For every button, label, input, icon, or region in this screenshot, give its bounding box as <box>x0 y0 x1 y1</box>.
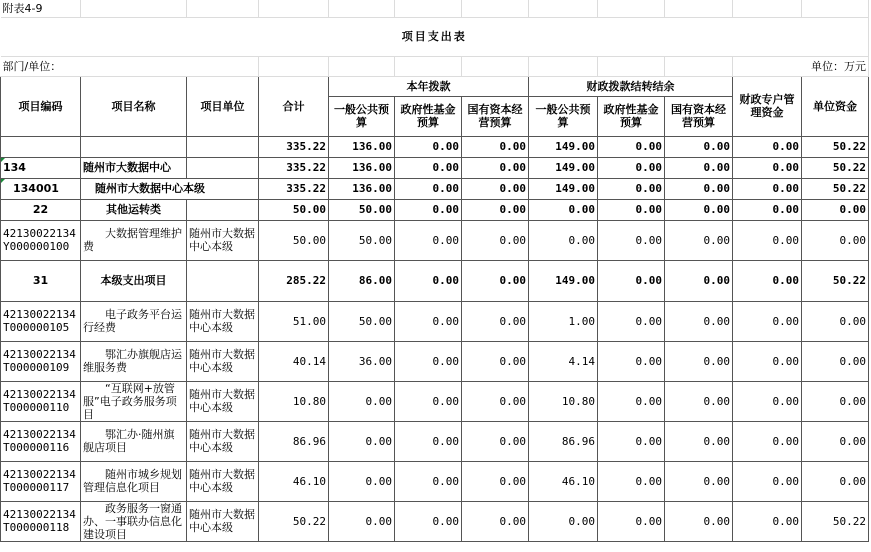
cell-name: 大数据管理维护费 <box>81 220 187 260</box>
col-header-carry-state-capital: 国有资本经营预算 <box>665 96 733 136</box>
cell-value: 0.00 <box>329 421 395 461</box>
cell-code: 42130022134T000000117 <box>1 461 81 501</box>
cell-name: “互联网+放管服”电子政务服务项目 <box>81 381 187 421</box>
cell-value: 0.00 <box>462 341 529 381</box>
cell-value: 0.00 <box>665 178 733 199</box>
col-header-unit: 项目单位 <box>187 76 259 136</box>
cell-value: 0.00 <box>598 157 665 178</box>
cell-unit: 随州市大数据中心本级 <box>187 461 259 501</box>
cell-value: 0.00 <box>529 501 598 541</box>
cell-value: 0.00 <box>665 220 733 260</box>
cell-value: 0.00 <box>598 501 665 541</box>
table-row <box>1 381 869 421</box>
cell-name: 鄂汇办·随州旗舰店项目 <box>81 421 187 461</box>
cell-value: 0.00 <box>802 461 869 501</box>
col-header-total: 合计 <box>259 76 329 136</box>
table-row <box>1 501 869 541</box>
table-row <box>1 341 869 381</box>
cell-value: 0.00 <box>529 220 598 260</box>
col-header-carry-gov-fund: 政府性基金预算 <box>598 96 665 136</box>
col-group-current: 本年拨款 <box>329 76 529 96</box>
cell-value: 10.80 <box>529 381 598 421</box>
cell-value: 86.00 <box>329 260 395 301</box>
cell-value: 0.00 <box>733 341 802 381</box>
cell-value: 0.00 <box>733 157 802 178</box>
col-header-carry-general: 一般公共预算 <box>529 96 598 136</box>
cell-value: 51.00 <box>259 301 329 341</box>
cell-code <box>1 136 81 157</box>
cell-value: 0.00 <box>462 199 529 220</box>
cell-value: 0.00 <box>395 136 462 157</box>
cell-value: 0.00 <box>665 157 733 178</box>
cell-value: 0.00 <box>733 199 802 220</box>
cell-value: 46.10 <box>259 461 329 501</box>
cell-value: 50.00 <box>259 220 329 260</box>
cell-unit: 随州市大数据中心本级 <box>187 341 259 381</box>
cell-value: 136.00 <box>329 157 395 178</box>
cell-unit: 随州市大数据中心本级 <box>187 501 259 541</box>
cell-value: 0.00 <box>802 220 869 260</box>
unit-label: 单位：万元 <box>733 56 869 76</box>
cell-value: 0.00 <box>733 461 802 501</box>
cell-value: 285.22 <box>259 260 329 301</box>
table-row <box>1 220 869 260</box>
col-header-unit-fund: 单位资金 <box>802 76 869 136</box>
cell-value: 335.22 <box>259 136 329 157</box>
cell-value: 335.22 <box>259 178 329 199</box>
cell-value: 0.00 <box>802 341 869 381</box>
cell-value: 0.00 <box>598 461 665 501</box>
cell-value: 0.00 <box>598 220 665 260</box>
cell-value: 136.00 <box>329 136 395 157</box>
cell-code: 134001 <box>1 178 81 199</box>
cell-value: 0.00 <box>462 178 529 199</box>
cell-unit <box>187 260 259 301</box>
cell-value: 36.00 <box>329 341 395 381</box>
cell-code: 31 <box>1 260 81 301</box>
table-row <box>1 157 869 178</box>
cell-value: 0.00 <box>598 341 665 381</box>
cell-value: 0.00 <box>802 381 869 421</box>
table-row <box>1 199 869 220</box>
cell-value: 50.00 <box>259 199 329 220</box>
col-header-special-fund: 财政专户管理资金 <box>733 76 802 136</box>
cell-value: 0.00 <box>733 136 802 157</box>
cell-code: 42130022134T000000118 <box>1 501 81 541</box>
col-header-cur-state-capital: 国有资本经营预算 <box>462 96 529 136</box>
cell-value: 10.80 <box>259 381 329 421</box>
cell-value: 0.00 <box>598 421 665 461</box>
col-group-carry: 财政拨款结转结余 <box>529 76 733 96</box>
cell-value: 0.00 <box>598 301 665 341</box>
cell-value: 0.00 <box>395 341 462 381</box>
cell-value: 0.00 <box>598 381 665 421</box>
appendix-label: 附表4-9 <box>1 0 81 17</box>
cell-value: 0.00 <box>395 157 462 178</box>
cell-value: 0.00 <box>733 220 802 260</box>
cell-value: 50.00 <box>329 199 395 220</box>
cell-value: 0.00 <box>462 260 529 301</box>
cell-value: 136.00 <box>329 178 395 199</box>
cell-value: 0.00 <box>395 421 462 461</box>
cell-value: 0.00 <box>395 461 462 501</box>
cell-value: 149.00 <box>529 157 598 178</box>
cell-value: 50.22 <box>259 501 329 541</box>
col-header-code: 项目编码 <box>1 76 81 136</box>
cell-value: 50.22 <box>802 260 869 301</box>
cell-code: 42130022134Y000000100 <box>1 220 81 260</box>
cell-value: 0.00 <box>329 501 395 541</box>
cell-value: 0.00 <box>462 501 529 541</box>
cell-name: 电子政务平台运行经费 <box>81 301 187 341</box>
cell-value: 0.00 <box>462 381 529 421</box>
cell-value: 0.00 <box>733 301 802 341</box>
cell-value: 149.00 <box>529 178 598 199</box>
cell-value: 4.14 <box>529 341 598 381</box>
cell-value: 0.00 <box>733 501 802 541</box>
cell-value: 0.00 <box>733 421 802 461</box>
cell-value: 0.00 <box>329 461 395 501</box>
cell-unit: 随州市大数据中心本级 <box>187 421 259 461</box>
cell-code: 42130022134T000000109 <box>1 341 81 381</box>
cell-value: 0.00 <box>395 220 462 260</box>
cell-unit: 随州市大数据中心本级 <box>187 220 259 260</box>
cell-value: 149.00 <box>529 260 598 301</box>
cell-name: 其他运转类 <box>81 199 187 220</box>
cell-value: 0.00 <box>733 178 802 199</box>
cell-value: 0.00 <box>395 501 462 541</box>
cell-name: 随州市城乡规划管理信息化项目 <box>81 461 187 501</box>
cell-value: 0.00 <box>395 199 462 220</box>
cell-unit <box>187 157 259 178</box>
table-row <box>1 421 869 461</box>
cell-value: 0.00 <box>462 220 529 260</box>
cell-value: 0.00 <box>733 381 802 421</box>
cell-value: 0.00 <box>395 381 462 421</box>
cell-value: 0.00 <box>665 136 733 157</box>
cell-value: 1.00 <box>529 301 598 341</box>
table-row <box>1 461 869 501</box>
cell-value: 0.00 <box>462 461 529 501</box>
cell-value: 86.96 <box>259 421 329 461</box>
cell-value: 0.00 <box>665 341 733 381</box>
cell-value: 0.00 <box>598 260 665 301</box>
cell-value: 0.00 <box>395 260 462 301</box>
cell-value: 0.00 <box>395 301 462 341</box>
cell-value: 86.96 <box>529 421 598 461</box>
cell-name <box>81 136 187 157</box>
cell-code: 134 <box>1 157 81 178</box>
cell-unit <box>187 199 259 220</box>
cell-code: 22 <box>1 199 81 220</box>
cell-value: 0.00 <box>665 421 733 461</box>
cell-value: 0.00 <box>665 501 733 541</box>
cell-value: 0.00 <box>529 199 598 220</box>
cell-value: 50.22 <box>802 136 869 157</box>
table-row <box>1 260 869 301</box>
cell-value: 0.00 <box>462 157 529 178</box>
cell-value: 0.00 <box>802 199 869 220</box>
cell-value: 0.00 <box>462 136 529 157</box>
cell-name: 随州市大数据中心 <box>81 157 187 178</box>
cell-code: 42130022134T000000116 <box>1 421 81 461</box>
cell-value: 40.14 <box>259 341 329 381</box>
cell-value: 0.00 <box>665 301 733 341</box>
table-row <box>1 178 869 199</box>
cell-value: 50.22 <box>802 501 869 541</box>
cell-name: 随州市大数据中心本级 <box>81 178 259 199</box>
cell-value: 0.00 <box>329 381 395 421</box>
cell-name: 政务服务一窗通办、一事联办信息化建设项目 <box>81 501 187 541</box>
cell-value: 50.00 <box>329 220 395 260</box>
cell-value: 0.00 <box>802 301 869 341</box>
cell-value: 0.00 <box>395 178 462 199</box>
cell-value: 0.00 <box>665 199 733 220</box>
col-header-cur-general: 一般公共预算 <box>329 96 395 136</box>
cell-value: 0.00 <box>802 421 869 461</box>
col-header-name: 项目名称 <box>81 76 187 136</box>
cell-value: 0.00 <box>665 260 733 301</box>
cell-unit: 随州市大数据中心本级 <box>187 381 259 421</box>
page-title: 项目支出表 <box>1 17 869 56</box>
table-row <box>1 301 869 341</box>
cell-value: 0.00 <box>598 199 665 220</box>
cell-value: 0.00 <box>462 301 529 341</box>
cell-code: 42130022134T000000105 <box>1 301 81 341</box>
cell-value: 0.00 <box>462 421 529 461</box>
cell-unit <box>187 136 259 157</box>
cell-value: 50.00 <box>329 301 395 341</box>
cell-value: 0.00 <box>733 260 802 301</box>
cell-value: 50.22 <box>802 157 869 178</box>
cell-value: 0.00 <box>665 461 733 501</box>
cell-name: 鄂汇办旗舰店运维服务费 <box>81 341 187 381</box>
cell-unit: 随州市大数据中心本级 <box>187 301 259 341</box>
cell-name: 本级支出项目 <box>81 260 187 301</box>
cell-value: 0.00 <box>665 381 733 421</box>
table-row <box>1 136 869 157</box>
cell-value: 0.00 <box>598 178 665 199</box>
col-header-cur-gov-fund: 政府性基金预算 <box>395 96 462 136</box>
cell-value: 50.22 <box>802 178 869 199</box>
cell-value: 46.10 <box>529 461 598 501</box>
dept-label: 部门/单位： <box>1 56 259 76</box>
cell-value: 149.00 <box>529 136 598 157</box>
cell-code: 42130022134T000000110 <box>1 381 81 421</box>
cell-value: 0.00 <box>598 136 665 157</box>
cell-value: 335.22 <box>259 157 329 178</box>
